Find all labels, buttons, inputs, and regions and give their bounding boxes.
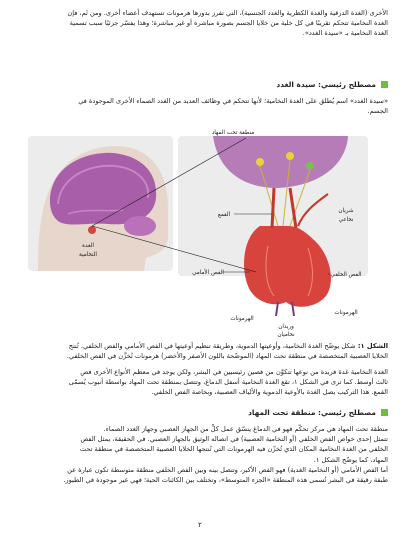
pituitary-label-line1: الغدة: [82, 243, 94, 249]
anterior-lobe-label: الفص الأمامي: [192, 270, 224, 276]
text-line: منطقة تحت المهاد هي مركز تحكّم فهو في الدماغ ينسّق عمل كلٍّ من الجهاز العصبي وجهاز الغدد الصماء.: [103, 425, 388, 433]
text-line: الجسم.: [367, 107, 388, 116]
text-line: تتمثل إحدى خواص الفص الخلفي (أو النخامية العصبية) في اتصاله الوثيق بالجهاز العصبي. في الحقيقة، يمثل الفص: [80, 435, 388, 444]
text-line: المهاد، كما يوضّح الشكل ١.: [313, 455, 388, 464]
pituitary-diagram: [28, 126, 373, 338]
hormones-left-label: الهرمونات: [230, 316, 254, 322]
stalk-label: القمع: [217, 212, 231, 218]
vein-label-line1: وريدان: [278, 324, 294, 330]
vein-lines: [276, 302, 294, 316]
heading-text: مصطلح رئيسي: سيدة الغدد: [276, 79, 376, 89]
artery-label-line2: نخاعي: [338, 217, 354, 223]
vein-label-line2: نخاميان: [277, 332, 295, 338]
page-number: ٢: [198, 521, 202, 529]
gland-paragraph: [12, 367, 388, 398]
text-line: طبقة رقيقة في البشر تُسمى هذه المنطقة «الجزء المتوسط»، وتختلف بين الكائنات الحية؛ فهي غير موجودة في الطيور.: [63, 476, 388, 485]
key-term-heading: [12, 406, 388, 418]
hypothalamus-label: منطقة تحت المهاد: [211, 130, 255, 136]
text-line: الخلفي من الغدة النخامية المكان الذي تُخزّن فيه الهرمونات التي تُنتجها الخلايا العصبية المتخصصة في منطقة تحت: [79, 445, 388, 454]
neuron-shape: [306, 162, 314, 170]
figure-caption: [12, 341, 388, 361]
green-square-icon: [381, 81, 388, 88]
text-line: ثالث أوسط. كما ترى في الشكل ١، تقع الغدة النخامية أسفل الدماغ، وتتصل بمنطقة تحت المهاد بواسطة أنبوب يُسمّى: [68, 378, 388, 387]
text-line: «سيدة الغدد» اسم يُطلق على الغدة النخامية؛ لأنها تتحكم في وظائف العديد من الغدد الصماء الأخرى الموجودة في: [78, 97, 388, 105]
caption-line: الخلايا العصبية المتخصصة في منطقة تحت المهاد (الموضّحة باللون الأصفر والأخضر) هرمونات تُخزَّن في الفص الخلفي.: [66, 352, 388, 360]
pituitary-figure: [28, 126, 373, 338]
text-line: الغدة النخامية غدة فريدة من نوعها تتكوَّن من فصين رئيسيين في البشر، ولكن يوجد في معظم الأنواع الأخرى فص: [80, 368, 388, 376]
key-term-heading: [12, 78, 388, 90]
text-line: الغدة النخامية بـ «سيدة الغدد».: [302, 29, 388, 38]
text-line: القمع. هذا التركيب يصل الغدة بالأوعية الدموية والألياف العصبية، وبخاصة الفص الخلفي.: [151, 388, 388, 397]
hormones-right-label: الهرمونات: [334, 310, 358, 316]
cerebellum-shape: [124, 216, 156, 236]
hypothalamus-paragraph: [12, 424, 388, 485]
caption-text: شكل يوضّح الغدة النخامية، وأوعيتها الدموية، وطريقة تنظيم أوعيتها في الفص الأمامي والفص الخلفي. تُنتج: [68, 342, 356, 350]
caption-bold: الشكل ١:: [355, 342, 388, 350]
posterior-lobe-label: الفص الخلفي: [330, 272, 362, 278]
intro-paragraph: [12, 8, 388, 39]
artery-label-line1: شريان: [338, 208, 354, 214]
small-pituitary-shape: [88, 226, 96, 234]
caption-line: [12, 341, 388, 351]
neuron-shape: [256, 158, 264, 166]
text-line: الغدة النخامية تتحكم تقريبًا في كل خلية من خلايا الجسم بصورة مباشرة أو غير مباشرة؛ وهذا يفسّر جزئيًا سبب تسمية: [69, 19, 388, 28]
neuron-shape: [286, 152, 294, 160]
heading-text: مصطلح رئيسي: منطقة تحت المهاد: [248, 407, 376, 417]
pituitary-label-line2: النخامية: [79, 252, 97, 258]
text-line: الأخرى (الغدة الدرقية والغدة الكظرية والغدد الجنسية)، التي تفرز بدورها هرمونات تستهدف أعضاء أخرى. ومن ثَم، فإن: [67, 9, 388, 17]
definition-paragraph: [12, 96, 388, 116]
text-line: أما الفص الأمامي (أو النخامية الغدية) فهو الفص الأكبر، وتتصل بينه وبين الفص الخلفي منطقة متوسطة تكون عبارة عن: [67, 465, 388, 474]
green-square-icon: [381, 409, 388, 416]
